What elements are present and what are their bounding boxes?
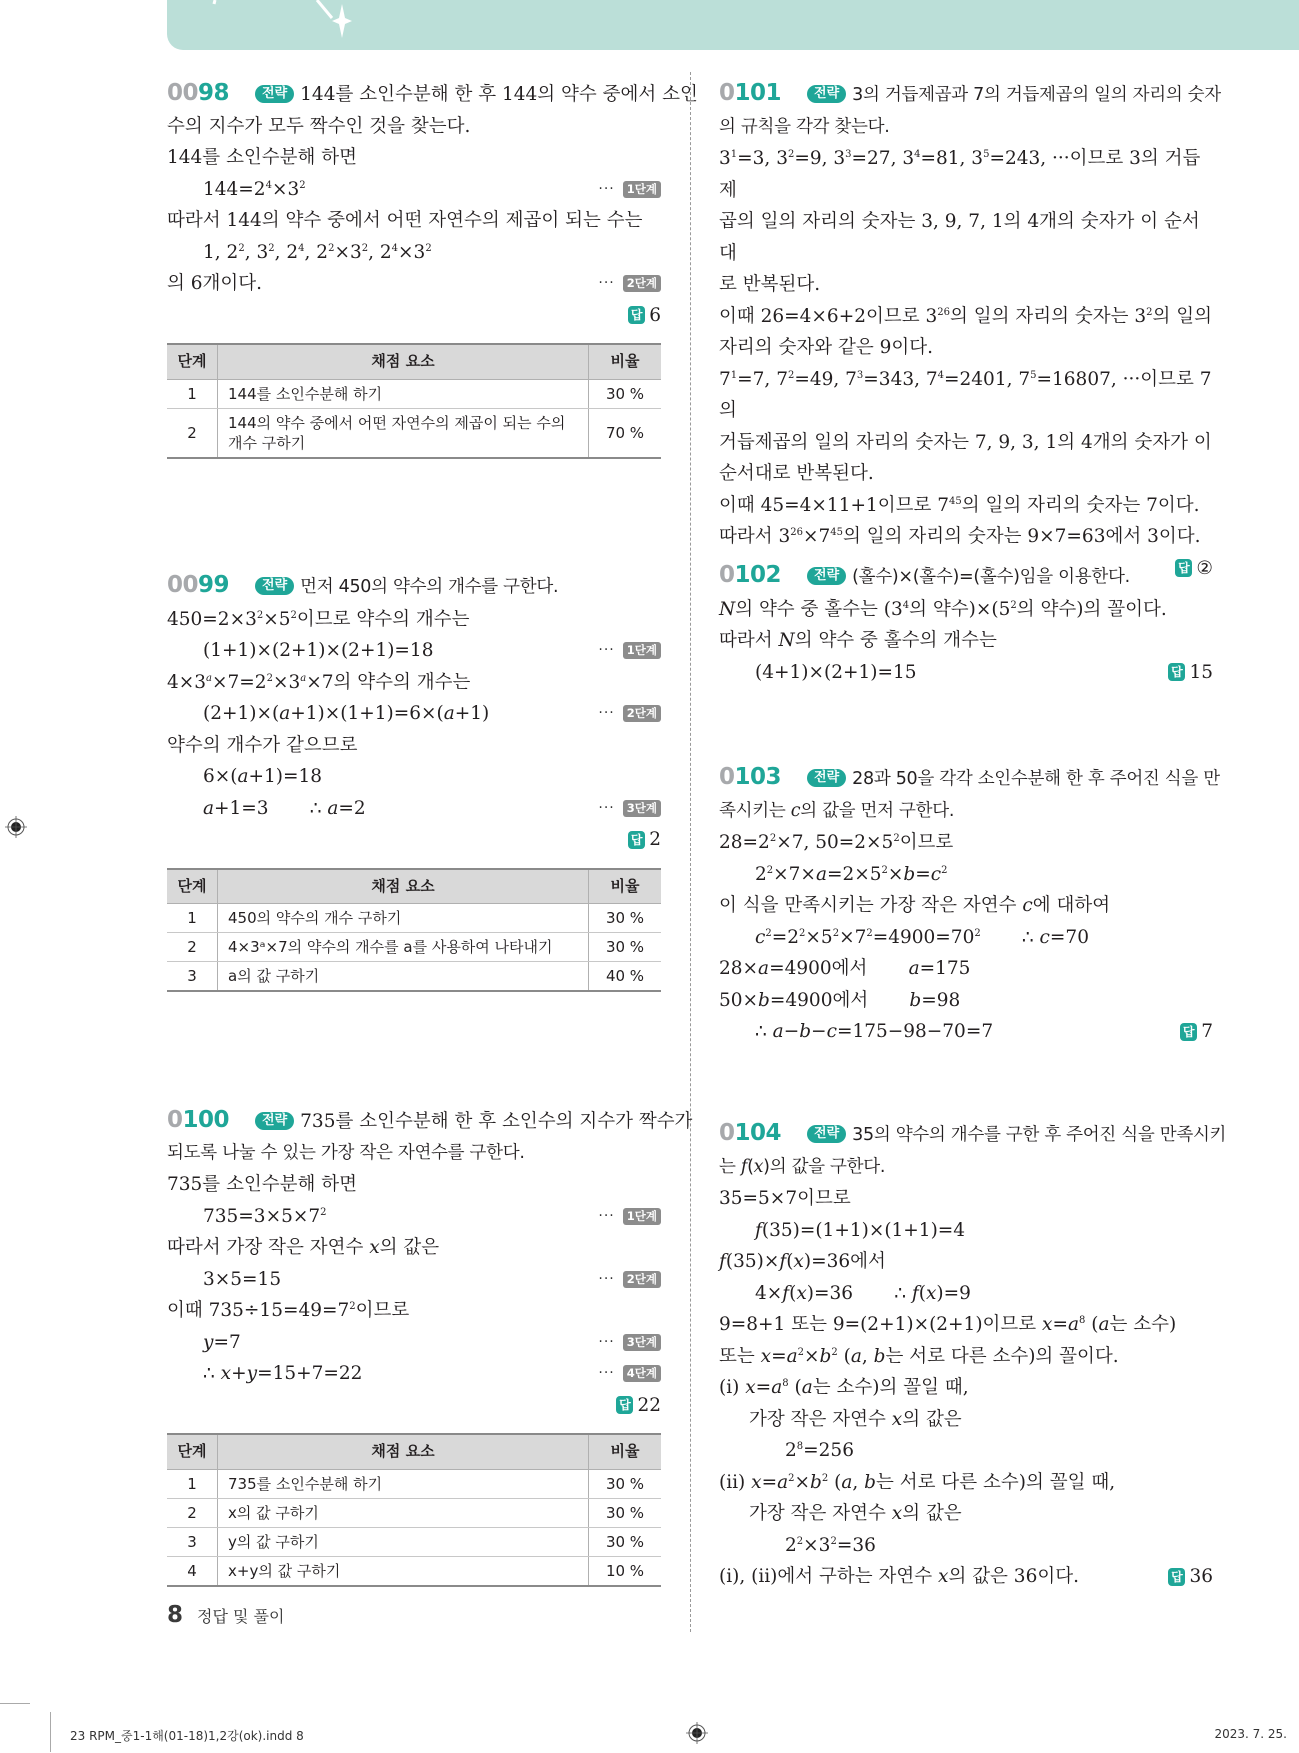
problem-0099 — [167, 570, 661, 992]
problem-number: 0099 — [167, 572, 230, 598]
solution-line: $3^1=3$, $3^2=9$, $3^3=27$, $3^4=81$, $3^5=243$, ···이므로 3의 거듭제 — [719, 148, 1201, 201]
header-banner — [167, 0, 1299, 50]
solution-line: $4\times 3^a\times 7=2^2\times 3^a\times 7$의 약수의 개수는 — [167, 671, 471, 693]
column-divider — [690, 72, 691, 1632]
problem-number: 0104 — [719, 1120, 782, 1146]
table-row: 2 144의 약수 중에서 어떤 자연수의 제곱이 되는 수의 개수 구하기 70 % — [167, 408, 661, 458]
strategy-text-cont: 는 f(x)의 값을 구한다. — [719, 1156, 886, 1177]
step-marker: ··· 1단계 — [598, 635, 661, 667]
equation: ∴ a−b−c=175−98−70=7 — [755, 1021, 994, 1042]
solution-line: (ⅱ) $x=a^2\times b^2$ (a, b는 서로 다른 소수)의 꼴일 때, — [719, 1471, 1116, 1493]
answer-icon: 답 — [1175, 559, 1192, 577]
equation: ∴ x+y=15+7=22 — [203, 1363, 363, 1384]
solution-line: 따라서 N의 약수 중 홀수의 개수는 — [719, 630, 997, 651]
problem-number: 0103 — [719, 764, 782, 790]
equation: (4+1)×(2+1)=15 — [755, 661, 917, 683]
step-marker: ··· 3단계 — [598, 1327, 661, 1359]
table-row: 4 x+y의 값 구하기 10 % — [167, 1556, 661, 1586]
equation: a+1=3 ∴ a=2 — [203, 797, 366, 819]
registration-mark-icon — [5, 816, 27, 838]
strategy-text: 144를 소인수분해 한 후 144의 약수 중에서 소인 — [300, 84, 698, 105]
table-row: 1 450의 약수의 개수 구하기 30 % — [167, 904, 661, 933]
scoring-table: 단계 채점 요소 비율 1 450의 약수의 개수 구하기 30 % 2 4×3ᵃ×7의 약수의 개수를 a를 사용하여 나타내기 30 % 3 a의 값 구하기 40 % — [167, 868, 661, 993]
step-marker: ··· 1단계 — [598, 174, 661, 206]
page-label: 정답 및 풀이 — [197, 1606, 285, 1626]
equation: (2+1)×(a+1)×(1+1)=6×(a+1) — [203, 703, 490, 724]
solution-line: 가장 작은 자연수 x의 값은 — [749, 1503, 962, 1524]
problem-0104 — [719, 1118, 1227, 1593]
strategy-badge: 전략 — [807, 769, 846, 787]
star-decoration-icon — [167, 0, 567, 50]
strategy-badge: 전략 — [807, 1125, 846, 1143]
answer: 답 22 — [616, 1390, 661, 1422]
solution-line: 자리의 숫자와 같은 9이다. — [719, 337, 934, 358]
strategy-text-cont: 의 규칙을 각각 찾는다. — [719, 116, 890, 137]
answer: 답 2 — [628, 824, 661, 856]
equation: f(35)=(1+1)×(1+1)=4 — [755, 1219, 966, 1241]
solution-line: 따라서 144의 약수 중에서 어떤 자연수의 제곱이 되는 수는 — [167, 210, 643, 231]
strategy-badge: 전략 — [255, 577, 294, 595]
table-row: 2 4×3ᵃ×7의 약수의 개수를 a를 사용하여 나타내기 30 % — [167, 933, 661, 962]
strategy-text-cont: 족시키는 c의 값을 먼저 구한다. — [719, 800, 955, 821]
answer-icon: 답 — [628, 306, 645, 324]
table-row: 3 a의 값 구하기 40 % — [167, 962, 661, 992]
step-marker: ··· 2단계 — [598, 268, 661, 300]
slug-filename: 23 RPM_중1-1해(01-18)1,2강(ok).indd 8 — [70, 1729, 304, 1743]
step-marker: ··· 3단계 — [598, 793, 661, 825]
solution-line: 144를 소인수분해 하면 — [167, 147, 358, 168]
strategy-badge: 전략 — [807, 567, 846, 585]
solution-line: 이때 26=4×6+2이므로 $3^{26}$의 일의 자리의 숫자는 $3^2$의 일의 — [719, 305, 1212, 327]
problem-0103 — [719, 762, 1220, 1048]
solution-line: 약수의 개수가 같으므로 — [167, 734, 358, 756]
problem-0101 — [719, 78, 1221, 584]
equation: 1, $2^2$, $3^2$, $2^4$, $2^2\times 3^2$, $2^4\times 3^2$ — [203, 241, 432, 263]
step-marker: ··· 2단계 — [598, 698, 661, 730]
strategy-badge: 전략 — [255, 85, 294, 103]
solution-line: 따라서 가장 작은 자연수 x의 값은 — [167, 1237, 440, 1258]
strategy-text: 3의 거듭제곱과 7의 거듭제곱의 일의 자리의 숫자 — [852, 85, 1221, 105]
solution-line: (ⅰ), (ⅱ)에서 구하는 자연수 x의 값은 36이다. — [719, 1566, 1079, 1587]
solution-line: 따라서 $3^{26}\times 7^{45}$의 일의 자리의 숫자는 9×7=63에서 3이다. — [719, 526, 1201, 547]
solution-line: 이때 45=4×11+1이므로 $7^{45}$의 일의 자리의 숫자는 7이다. — [719, 494, 1200, 516]
registration-mark-icon — [686, 1722, 708, 1744]
solution-line: 곱의 일의 자리의 숫자는 3, 9, 7, 1의 4개의 숫자가 이 순서대 — [719, 211, 1200, 264]
answer-icon: 답 — [628, 831, 645, 849]
equation: (1+1)×(2+1)×(2+1)=18 — [203, 640, 434, 661]
table-row: 2 x의 값 구하기 30 % — [167, 1498, 661, 1527]
page-footer — [167, 1602, 284, 1628]
problem-0100 — [167, 1105, 693, 1587]
page-number: 8 — [167, 1602, 184, 1628]
solution-line: f(35)×f(x)=36에서 — [719, 1251, 886, 1272]
table-row: 1 735를 소인수분해 하기 30 % — [167, 1469, 661, 1498]
solution-line: 35=5×7이므로 — [719, 1188, 851, 1209]
strategy-text: 28과 50을 각각 소인수분해 한 후 주어진 식을 만 — [852, 769, 1220, 789]
answer: 답 ② — [1175, 553, 1213, 585]
strategy-badge: 전략 — [807, 85, 846, 103]
strategy-text: 735를 소인수분해 한 후 소인수의 지수가 짝수가 — [300, 1111, 693, 1132]
strategy-text: (홀수)×(홀수)=(홀수)임을 이용한다. — [852, 567, 1130, 587]
solution-line: N의 약수 중 홀수는 ($3^4$의 약수)$\times(5^2$의 약수)의 꼴이다. — [719, 598, 1167, 620]
problem-number: 0100 — [167, 1107, 230, 1133]
solution-line: 가장 작은 자연수 x의 값은 — [749, 1408, 962, 1430]
strategy-text: 35의 약수의 개수를 구한 후 주어진 식을 만족시키 — [852, 1125, 1227, 1145]
solution-line: 50×b=4900에서 b=98 — [719, 989, 961, 1011]
solution-line: 이때 $735\div 15=49=7^2$이므로 — [167, 1300, 410, 1321]
solution-line: $28=2^2\times 7$, $50=2\times 5^2$이므로 — [719, 832, 954, 853]
answer: 답 15 — [1168, 657, 1213, 689]
step-marker: ··· 4단계 — [598, 1358, 661, 1390]
problem-number: 0102 — [719, 562, 782, 588]
solution-line: $7^1=7$, $7^2=49$, $7^3=343$, $7^4=2401$, $7^5=16807$, ···이므로 7의 — [719, 368, 1212, 421]
problem-0102 — [719, 560, 1213, 688]
table-row: 1 144를 소인수분해 하기 30 % — [167, 379, 661, 408]
equation: $2^2\times 3^2=36$ — [785, 1534, 876, 1556]
step-marker: ··· 1단계 — [598, 1201, 661, 1233]
equation: $c^2=2^2\times 5^2\times 7^2=4900=70^2$ ∴ c=70 — [755, 926, 1089, 948]
crop-mark — [50, 1712, 51, 1752]
solution-line: $450=2\times 3^2\times 5^2$이므로 약수의 개수는 — [167, 608, 470, 630]
problem-number: 0101 — [719, 80, 782, 106]
strategy-text-cont: 수의 지수가 모두 짝수인 것을 찾는다. — [167, 115, 471, 137]
strategy-text: 먼저 450의 약수의 개수를 구한다. — [300, 577, 559, 597]
answer-icon: 답 — [1168, 1568, 1185, 1586]
solution-line: 28×a=4900에서 a=175 — [719, 958, 971, 979]
equation: y=7 — [203, 1331, 241, 1353]
equation: $2^8=256$ — [785, 1440, 854, 1461]
answer: 답 7 — [1180, 1016, 1213, 1048]
equation: $735=3\times 5\times 7^2$ — [203, 1205, 327, 1227]
strategy-badge: 전략 — [255, 1112, 294, 1130]
solution-line: 735를 소인수분해 하면 — [167, 1174, 358, 1195]
slug-date: 2023. 7. 25. — [1214, 1727, 1287, 1741]
solution-line: (ⅰ) $x=a^8$ (a는 소수)의 꼴일 때, — [719, 1377, 969, 1398]
solution-line: 거듭제곱의 일의 자리의 숫자는 7, 9, 3, 1의 4개의 숫자가 이 — [719, 431, 1212, 453]
answer: 답 36 — [1168, 1561, 1213, 1593]
table-row: 3 y의 값 구하기 30 % — [167, 1527, 661, 1556]
equation: 4×f(x)=36 ∴ f(x)=9 — [755, 1282, 971, 1304]
crop-mark — [0, 1703, 30, 1704]
scoring-table: 단계 채점 요소 비율 1 144를 소인수분해 하기 30 % 2 144의 약수 중에서 어떤 자연수의 제곱이 되는 수의 개수 구하기 70 % — [167, 343, 661, 459]
solution-line: 또는 $x=a^2\times b^2$ (a, b는 서로 다른 소수)의 꼴이다. — [719, 1345, 1119, 1367]
answer: 답 6 — [628, 300, 661, 332]
solution-line: 순서대로 반복된다. — [719, 463, 874, 484]
solution-line: 로 반복된다. — [719, 274, 821, 295]
equation: $2^2\times 7\times a=2\times 5^2\times b=c^2$ — [755, 863, 948, 885]
equation: $144=2^4\times 3^2$ — [203, 178, 306, 200]
equation: 3×5=15 — [203, 1268, 282, 1290]
answer-icon: 답 — [1168, 663, 1185, 681]
answer-icon: 답 — [616, 1396, 633, 1414]
solution-line: 9=8+1 또는 9=(2+1)×(2+1)이므로 $x=a^8$ (a는 소수) — [719, 1314, 1177, 1335]
step-marker: ··· 2단계 — [598, 1264, 661, 1296]
problem-number: 0098 — [167, 80, 230, 106]
equation: 6×(a+1)=18 — [203, 766, 323, 787]
problem-0098 — [167, 78, 698, 459]
scoring-table: 단계 채점 요소 비율 1 735를 소인수분해 하기 30 % 2 x의 값 구하기 30 % 3 y의 값 구하기 30 % 4 x+y의 값 구하기 10 % — [167, 1433, 661, 1587]
answer-icon: 답 — [1180, 1023, 1197, 1041]
strategy-text-cont: 되도록 나눌 수 있는 가장 작은 자연수를 구한다. — [167, 1142, 525, 1163]
solution-line: 이 식을 만족시키는 가장 작은 자연수 c에 대하여 — [719, 895, 1111, 916]
solution-line: 의 6개이다. — [167, 273, 263, 294]
